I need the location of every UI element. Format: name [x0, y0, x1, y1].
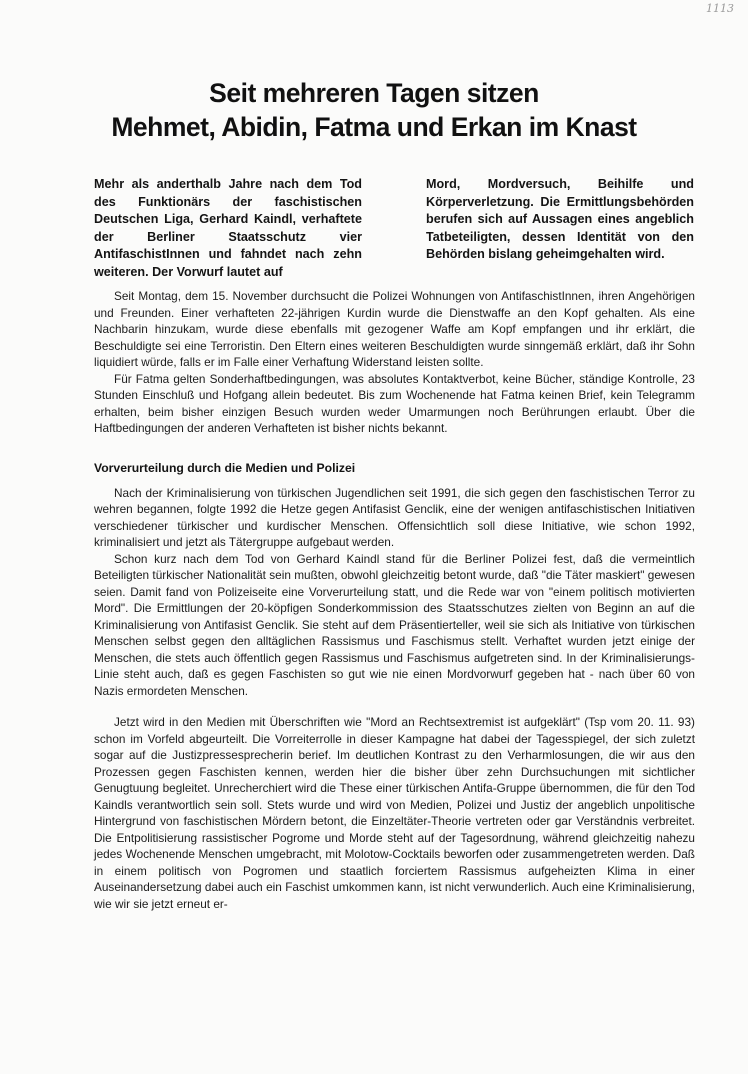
corner-mark: 1113 [706, 2, 734, 15]
headline [40, 76, 708, 144]
body-paragraph-5: Jetzt wird in den Medien mit Überschriften wie "Mord an Rechtsextremist ist aufgeklärt" (Tsp vom 20. 11. 93) schon im Vorfeld abgeurteilt. Die Vorreiterrolle in dieser Kampagne hat dabei der Tagesspiegel, der sich zuletzt sogar auf die Justizpressesprecherin berief. Im deutlichen Kontrast zu den Verharmlosungen, die wir aus den Prozessen gegen Faschisten kennen, werden hier die bisher über zehn Durchsuchungen mit sichtlicher Genugtuung begleitet. Unrecherchiert wird die These einer türkischen Antifa-Gruppe übernommen, die für den Tod Kaindls verantwortlich sein soll. Stets wurde und wird von Medien, Polizei und Justiz der angeblich unpolitische Hintergrund von faschistischen Mördern betont, die Einzeltäter-Theorie vertreten oder gar Verständnis verbreitet. Die Entpolitisierung rassistischer Pogrome und Morde steht auf der Tagesordnung, während gleichzeitig nahezu jedes Wochenende Menschen umgebracht, mit Molotow-Cocktails beworfen oder zusammengetreten werden. Daß in einem politisch von Pogromen und staatlich forciertem Rassismus aufgeheizten Klima in einer Auseinandersetzung dabei auch ein Faschist umkommen kann, ist nicht verwunderlich. Auch eine Kriminalisierung, wie wir sie jetzt erneut er- [94, 715, 695, 911]
headline-line-1: Seit mehreren Tagen sitzen [209, 78, 539, 108]
body-paragraph-1: Seit Montag, dem 15. November durchsucht die Polizei Wohnungen von AntifaschistInnen, ihren Angehörigen und Freunden. Einer verhafteten 22-jährigen Kurdin wurde die Dienstwaffe an den Kopf gehalten. Als eine Nachbarin hinzukam, wurde diese ebenfalls mit gezogener Waffe am Kopf empfangen und ihr erklärt, die Beschuldigte sei eine Terroristin. Den Eltern eines weiteren Beschuldigten wurde sinngemäß erklärt, daß ihr Sohn liquidiert würde, falls er im Falle einer Verhaftung Widerstand leisten sollte. [94, 289, 695, 369]
section-heading: Vorverurteilung durch die Medien und Polizei [94, 460, 356, 475]
body-paragraph-2: Für Fatma gelten Sonderhaftbedingungen, was absolutes Kontaktverbot, keine Bücher, ständige Kontrolle, 23 Stunden Einschluß und Hofgang allein bedeutet. Bis zum Wochenende hat Fatma keinen Brief, kein Telegramm erhalten, beim bisher einzigen Besuch wurden weder Umarmungen noch Berührungen erlaubt. Über die Haftbedingungen der anderen Verhafteten ist bisher nichts bekannt. [94, 371, 695, 435]
lead-column-1: Mehr als anderthalb Jahre nach dem Tod des Funktionärs der faschistischen Deutschen Liga, Gerhard Kaindl, verhaftete der Berliner Staatsschutz vier AntifaschistInnen und fahndet nach zehn weiteren. Der Vorwurf lautet auf [94, 177, 362, 279]
lead-column-2: Mord, Mordversuch, Beihilfe und Körperverletzung. Die Ermittlungsbehörden berufen sich auf Aussagen eines angeblich Tatbeteiligten, dessen Identität von den Behörden bislang geheimgehalten wird. [426, 177, 694, 261]
body-paragraph-3: Nach der Kriminalisierung von türkischen Jugendlichen seit 1991, die sich gegen den faschistischen Terror zu wehren begannen, folgte 1992 die Hetze gegen Antifasist Genclik, eine der wenigen antifaschistischen Initiativen verschiedener türkischer und kurdischer Menschen. Offensichtlich soll diese Initiative, wie schon 1992, kriminalisiert und jetzt als Tätergruppe aufgebaut werden. [94, 485, 695, 549]
lead-section [94, 176, 694, 281]
body-paragraph-4: Schon kurz nach dem Tod von Gerhard Kaindl stand für die Berliner Polizei fest, daß die vermeintlich Beteiligten türkischer Nationalität sein mußten, obwohl gleichzeitig betont wurde, daß "die Täter maskiert" gewesen seien. Damit fand von Polizeiseite eine Vorverurteilung statt, und die Rede war von "einem politisch motivierten Mord". Die Ermittlungen der 20-köpfigen Sonderkommission des Staatsschutzes zielten von Beginn an auf die Kriminalisierung von Antifasist Genclik. Sie steht auf dem Präsentierteller, weil sie sich als Initiative von türkischen Menschen selbst gegen den alltäglichen Rassismus und Faschismus stellt. Verhaftet wurden jetzt einige der Menschen, die stets auch öffentlich gegen Rassismus und Faschismus aufgetreten sind. In der Kriminalisierungs-Linie steht auch, daß es gegen Faschisten so gut wie nie einen Mordvorwurf gegeben hat - nach über 60 von Nazis ermordeten Menschen. [94, 551, 695, 698]
headline-line-2: Mehmet, Abidin, Fatma und Erkan im Knast [111, 112, 637, 142]
article-body [94, 288, 695, 912]
